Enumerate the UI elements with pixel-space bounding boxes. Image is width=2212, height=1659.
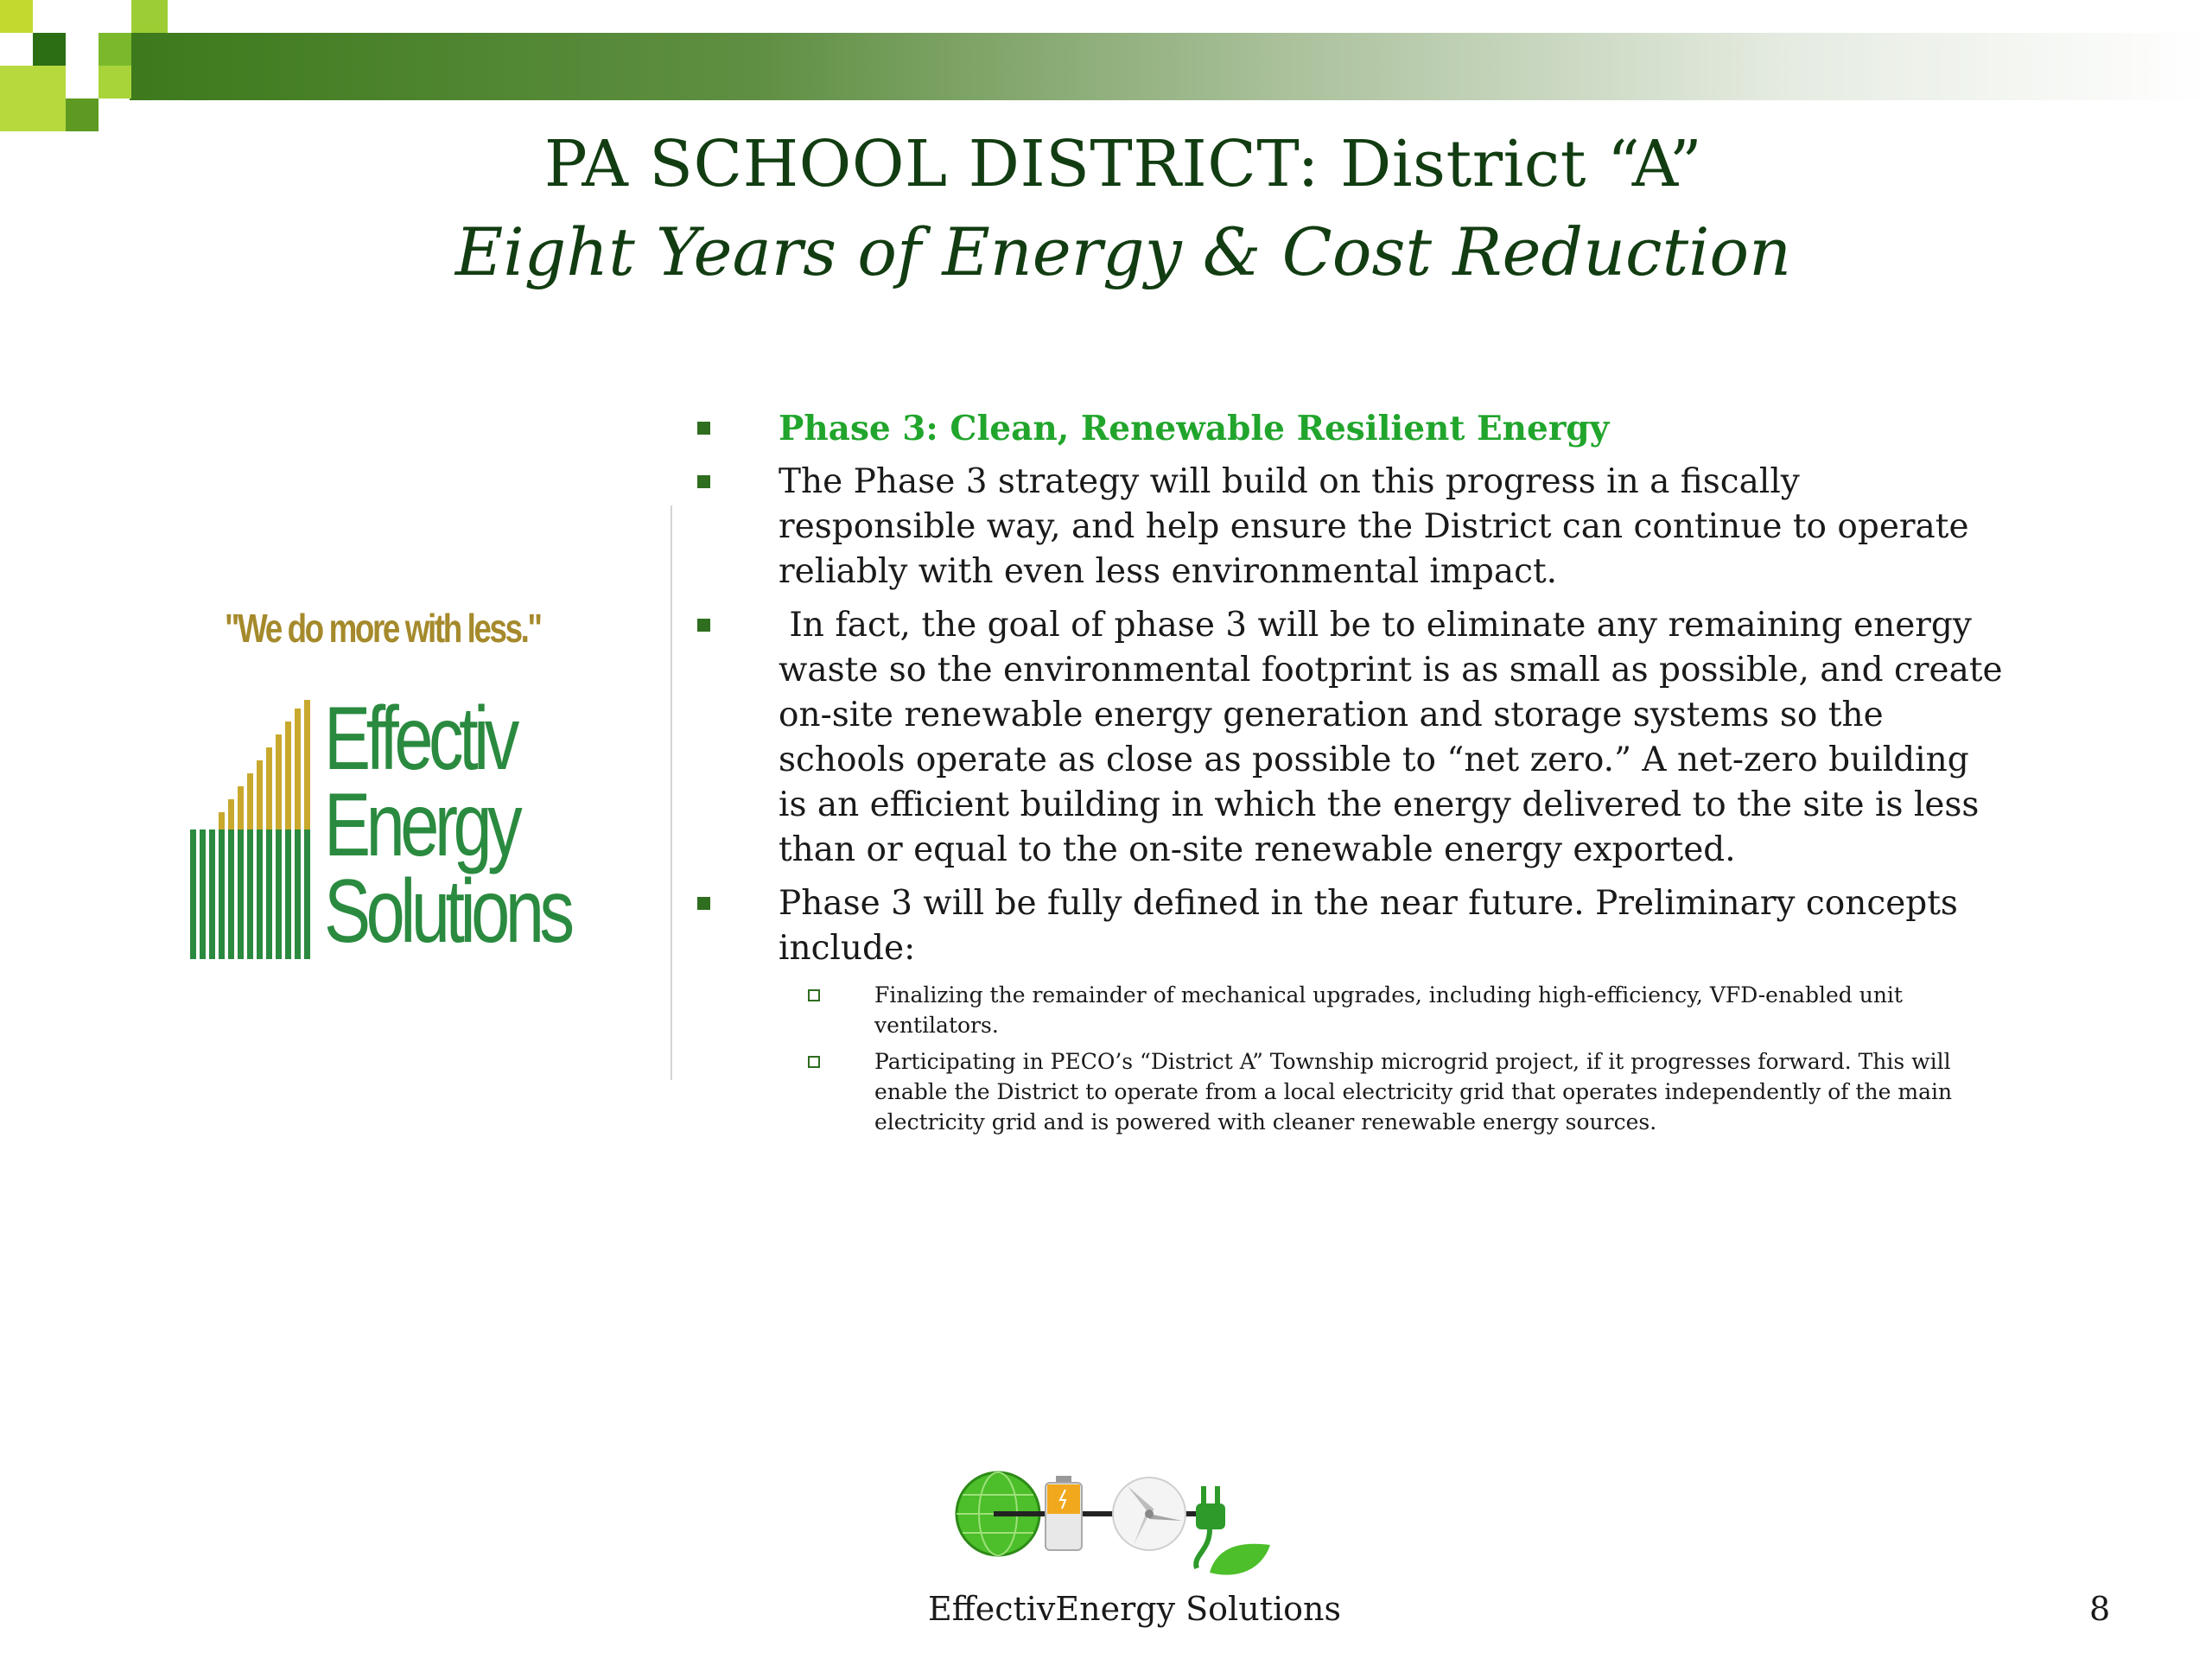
logo-wordmark (324, 689, 570, 962)
sub-bullet-item (874, 1046, 2005, 1137)
bullet-item (691, 603, 2013, 873)
page-number: 8 (2089, 1590, 2111, 1628)
header-square (33, 33, 66, 66)
vertical-divider (671, 505, 672, 1080)
slide-title (0, 121, 2212, 297)
logo-word: Effectiv (324, 689, 515, 789)
header-square (99, 33, 131, 66)
hollow-square-bullet-icon (808, 1056, 820, 1068)
sub-bullet-list (691, 980, 2005, 1137)
logo-word: Solutions (324, 861, 570, 962)
header-square (99, 66, 131, 99)
plug-leaf-icon (1196, 1486, 1270, 1575)
title-line: PA SCHOOL DISTRICT: District “A” (543, 127, 1703, 201)
bullet-text: Phase 3 will be fully defined in the near future. Preliminary concepts include: (779, 884, 1958, 968)
company-logo (181, 605, 588, 976)
logo-tagline: "We do more with less." (225, 606, 541, 651)
bullet-item (691, 406, 2005, 451)
sub-bullet-item (874, 980, 2005, 1040)
subtitle-line: Eight Years of Energy & Cost Reduction (454, 213, 1792, 290)
bullet-text: Phase 3: Clean, Renewable Resilient Energy (779, 409, 1610, 448)
header-square (66, 0, 99, 33)
square-bullet-icon (697, 619, 710, 632)
header-square (0, 0, 33, 33)
square-bullet-icon (697, 475, 710, 488)
bullet-item (691, 881, 2005, 971)
footer-company-name: EffectivEnergy Solutions (928, 1590, 1341, 1628)
bullet-item (691, 460, 2005, 594)
footer-energy-icons (950, 1469, 1279, 1581)
sub-bullet-text: Participating in PECO’s “District A” Township microgrid project, if it progresses forward. This will enable the District to operate from a local electricity grid that operates independently of the main electricity grid and is powered with cleaner renewable energy sources. (874, 1049, 1953, 1135)
bullet-content (691, 406, 2013, 1143)
header-band (130, 33, 2212, 100)
bullet-text: The Phase 3 strategy will build on this progress in a fiscally responsible way, and help ensure the District can continue to operate reliably with even less environmental impact. (779, 462, 1969, 591)
logo-bars-graphic (190, 700, 328, 959)
wind-turbine-icon (1113, 1478, 1185, 1550)
square-bullet-icon (697, 422, 710, 435)
header-square (131, 0, 168, 33)
bullet-text: In fact, the goal of phase 3 will be to eliminate any remaining energy waste so the environmental footprint is as small as possible, and create on-site renewable energy generation and storage systems so the schools operate as close as possible to “net zero.” A net-zero building is an efficient building in which the energy delivered to the site is less than or equal to the on-site renewable energy exported. (779, 606, 2013, 869)
battery-icon (1046, 1476, 1082, 1550)
hollow-square-bullet-icon (808, 989, 820, 1001)
logo-word: Energy (324, 775, 518, 875)
sub-bullet-text: Finalizing the remainder of mechanical upgrades, including high-efficiency, VFD-enabled unit ventilators. (874, 982, 1903, 1038)
square-bullet-icon (697, 897, 710, 910)
